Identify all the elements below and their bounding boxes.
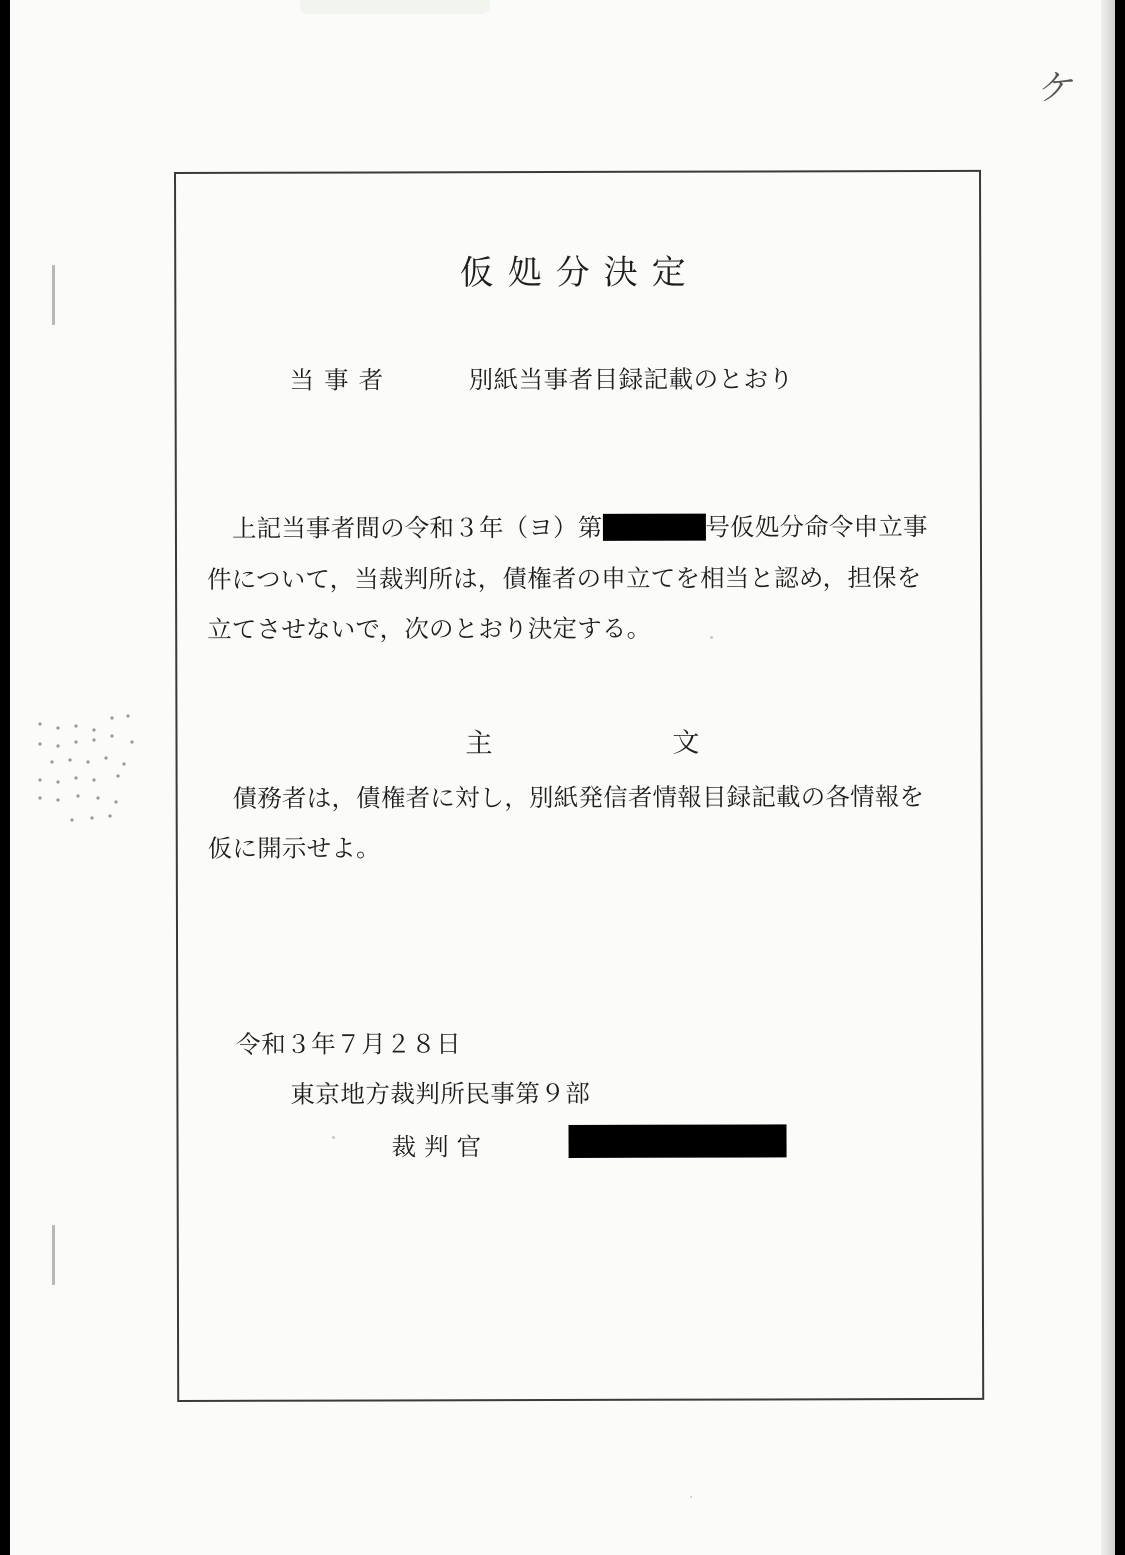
preamble-line: 立てさせないで，次のとおり決定する。 xyxy=(207,613,652,644)
main-heading-char: 主 xyxy=(465,728,494,760)
scan-speck xyxy=(690,1496,692,1498)
binding-mark xyxy=(52,1225,55,1285)
preamble-line: 件について，当裁判所は，債権者の申立てを相当と認め，担保を xyxy=(207,563,922,594)
party-value: 別紙当事者目録記載のとおり xyxy=(468,364,794,395)
order-line: 債務者は，債権者に対し，別紙発信者情報目録記載の各情報を xyxy=(232,782,925,813)
preamble-line xyxy=(232,508,928,545)
main-heading-char: 文 xyxy=(672,727,701,759)
document-title: 仮処分決定 xyxy=(459,252,700,294)
handwritten-corner-note: ケ xyxy=(1036,68,1073,109)
judge-name-redaction xyxy=(568,1124,786,1158)
order-line: 仮に開示せよ。 xyxy=(207,833,381,863)
binding-mark xyxy=(52,265,55,325)
party-label: 当事者 xyxy=(289,365,394,395)
main-text-heading xyxy=(177,720,984,760)
document-frame xyxy=(174,170,984,1402)
scan-smudge xyxy=(300,0,490,14)
page-edge-shadow xyxy=(1101,0,1115,1555)
court-name: 東京地方裁判所民事第９部 xyxy=(290,1078,591,1109)
preamble-line1-start: 上記当事者間の令和３年（ヨ）第 xyxy=(231,512,603,543)
scan-dot-pattern xyxy=(28,712,140,832)
scanned-page xyxy=(10,0,1115,1555)
preamble-line1-end: 号仮処分命令申立事 xyxy=(705,512,928,542)
judge-label: 裁判官 xyxy=(391,1132,490,1162)
decision-date: 令和３年７月２８日 xyxy=(236,1029,462,1059)
case-number-redaction xyxy=(602,514,705,541)
